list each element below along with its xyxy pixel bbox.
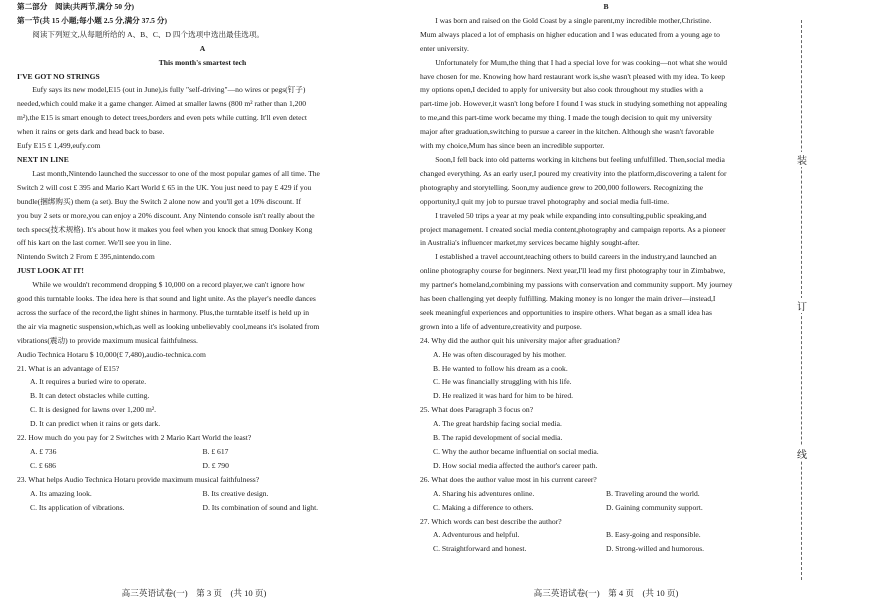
question-25: 25. What does Paragraph 3 focus on?	[420, 405, 534, 415]
text-line: Unfortunately for Mum,the thing that I had a special love for was cooking—not what she would	[435, 57, 728, 67]
subsection-header: 第一节(共 15 小题;每小题 2.5 分,满分 37.5 分)	[17, 15, 167, 25]
text-line: major after graduation,switching to pursue a career in the kitchen. Although she wasn't favorable	[420, 127, 714, 137]
text-line: across the surface of the record,the light shines in harmony. Plus,the turntable itself is held up in	[17, 307, 310, 317]
option-24b[interactable]: B. He wanted to follow his dream as a cook.	[433, 363, 568, 373]
option-26d[interactable]: D. Gaining community support.	[606, 502, 703, 512]
question-26: 26. What does the author value most in his current career?	[420, 474, 597, 484]
option-21a[interactable]: A. It requires a buried wire to operate.	[30, 377, 147, 387]
text-line: Mum always placed a lot of emphasis on higher education and I was educated from a young age to	[420, 29, 720, 39]
passage-letter: A	[199, 43, 206, 53]
text-line: Eufy says its new model,E15 (out in June),is fully "self-driving"—no wires or pegs(钉子)	[32, 85, 306, 95]
option-25a[interactable]: A. The great hardship facing social media.	[433, 419, 562, 429]
option-23b[interactable]: B. Its creative design.	[202, 488, 269, 498]
text-line: photography and storytelling. Soon,my audience grew to 200,000 followers. Recognizing the	[420, 182, 704, 192]
footer-left: 高三英语试卷(一) 第 3 页 (共 10 页)	[121, 588, 267, 598]
text-line: vibrations(震动) to provide maximum musical faithfulness.	[17, 335, 198, 345]
text-line: project management. I created social media content,photography and campaign reports. As a pioneer	[420, 224, 726, 234]
option-22b[interactable]: B. £ 617	[202, 447, 229, 456]
text-line: to me,and this part-time work became my thing. I made the tough decision to quit my university	[420, 113, 712, 123]
passage-title: This month's smartest tech	[158, 57, 247, 67]
instructions: 阅读下列短文,从每题所给的 A、B、C、D 四个选项中选出最佳选项。	[32, 29, 265, 39]
option-25d[interactable]: D. How social media affected the author's career path.	[433, 460, 598, 470]
item-heading: I'VE GOT NO STRINGS	[17, 71, 100, 81]
binding-margin	[796, 0, 808, 603]
question-27: 27. Which words can best describe the author?	[420, 516, 562, 526]
option-27b[interactable]: B. Easy-going and responsible.	[606, 530, 701, 540]
text-line: online photography course for beginners. Next year,I'll lead my first photography tour in Zimbabwe,	[420, 266, 726, 276]
text-line: opportunity,I quit my job to pursue travel photography and social media full-time.	[420, 196, 669, 206]
right-page	[420, 0, 792, 603]
option-24c[interactable]: C. He was financially struggling with his life.	[433, 377, 572, 387]
binding-char: 订	[795, 298, 809, 313]
text-line: needed,which could make it a game changer. Aimed at smaller lawns (800 m² rather than 1,200	[17, 99, 307, 109]
option-25c[interactable]: C. Why the author became influential on social media.	[433, 447, 599, 456]
text-line: have chosen for me. Knowing how hard restaurant work is,she wasn't pleased with my idea. To keep	[420, 71, 725, 81]
text-line: has been challenging yet deeply fulfilling. Making money is no longer the main driver—instead,I	[420, 294, 716, 304]
binding-char: 线	[795, 446, 809, 461]
option-22a[interactable]: A. £ 736	[30, 447, 57, 456]
footer-right: 高三英语试卷(一) 第 4 页 (共 10 页)	[533, 588, 679, 598]
option-21d[interactable]: D. It can predict when it rains or gets dark.	[30, 419, 161, 429]
question-22: 22. How much do you pay for 2 Switches with 2 Mario Kart World the least?	[17, 433, 252, 443]
item-heading: JUST LOOK AT IT!	[17, 266, 84, 276]
option-27d[interactable]: D. Strong-willed and humorous.	[606, 544, 705, 554]
question-23: 23. What helps Audio Technica Hotaru provide maximum musical faithfulness?	[17, 474, 260, 484]
text-line: Switch 2 will cost £ 395 and Mario Kart World £ 65 in the UK. You just need to pay £ 429 if you	[17, 182, 312, 192]
text-line: when it rains or gets dark and head back to base.	[17, 127, 165, 137]
text-line: with my choice,Mum has since been an incredible supporter.	[420, 141, 605, 151]
text-line: tech specs(技术规格). It's about how it makes you feel when you knock that smug Donkey Kong	[17, 224, 313, 234]
option-23d[interactable]: D. Its combination of sound and light.	[202, 502, 319, 512]
text-line: While we wouldn't recommend dropping $ 10,000 on a record player,we can't ignore how	[32, 280, 305, 290]
item-source: Nintendo Switch 2 From £ 395,nintendo.com	[17, 252, 155, 262]
item-heading: NEXT IN LINE	[17, 154, 69, 164]
option-26a[interactable]: A. Sharing his adventures online.	[433, 488, 535, 498]
text-line: changed everything. As an early user,I poured my creativity into the platform,discovering a talent for	[420, 168, 727, 178]
text-line: good this turntable looks. The idea here is that sound and light unite. As the player's needle dances	[17, 294, 316, 304]
option-26c[interactable]: C. Making a difference to others.	[433, 502, 534, 512]
text-line: my options open,I decided to apply for university but also cook throughout my studies with a	[420, 85, 704, 95]
text-line: I traveled 50 trips a year at my peak while expanding into consulting,public speaking,and	[435, 210, 707, 220]
text-line: Soon,I fell back into old patterns working in kitchens but feeling unfulfilled. Then,social media	[435, 154, 725, 164]
text-line: m²),the E15 is smart enough to detect trees,borders and even pets while cutting. It'll even detect	[17, 113, 308, 123]
text-line: enter university.	[420, 43, 469, 53]
text-line: grown into a life of adventure,creativity and purpose.	[420, 321, 582, 331]
option-22d[interactable]: D. £ 790	[202, 460, 229, 470]
text-line: I was born and raised on the Gold Coast by a single parent,my incredible mother,Christine.	[435, 15, 712, 25]
option-24d[interactable]: D. He realized it was hard for him to be hired.	[433, 391, 574, 401]
text-line: you buy 2 sets or more,you can enjoy a 20% discount. Any Nintendo console isn't really about the	[17, 210, 315, 220]
question-24: 24. Why did the author quit his university major after graduation?	[420, 335, 620, 345]
passage-letter: B	[603, 2, 609, 11]
option-21b[interactable]: B. It can detect obstacles while cutting.	[30, 391, 150, 401]
binding-char: 装	[795, 152, 809, 167]
text-line: my partner's homeland,combining my passions with conservation and community support. My journey	[420, 280, 733, 290]
text-line: bundle(捆绑购买) them (a set). Buy the Switch 2 alone now and you'll get a 10% discount. If	[17, 196, 301, 206]
question-21: 21. What is an advantage of E15?	[17, 363, 120, 373]
option-21c[interactable]: C. It is designed for lawns over 1,200 m².	[30, 405, 157, 415]
left-page	[17, 0, 388, 603]
text-line: the air via magnetic suspension,which,as well as looking unbelievably cool,means it's isolated from	[17, 321, 320, 331]
option-27c[interactable]: C. Straightforward and honest.	[433, 544, 527, 554]
text-line: Last month,Nintendo launched the successor to one of the most popular games of all time. The	[32, 168, 320, 178]
item-source: Audio Technica Hotaru $ 10,000(£ 7,480),audio-technica.com	[17, 349, 206, 359]
option-26b[interactable]: B. Traveling around the world.	[606, 488, 700, 498]
option-23a[interactable]: A. Its amazing look.	[30, 488, 92, 498]
section-header: 第二部分 阅读(共两节,满分 50 分)	[17, 2, 135, 11]
option-23c[interactable]: C. Its application of vibrations.	[30, 502, 125, 512]
text-line: I established a travel account,teaching others to build careers in the industry,and launched an	[435, 252, 717, 262]
option-22c[interactable]: C. £ 686	[30, 460, 56, 470]
text-line: part-time job. However,it wasn't long before I found I was stuck in studying something not appealing	[420, 99, 728, 109]
item-source: Eufy E15 £ 1,499,eufy.com	[17, 141, 101, 151]
text-line: in Australia's influencer market,my services became highly sought-after.	[420, 238, 640, 248]
option-27a[interactable]: A. Adventurous and helpful.	[433, 530, 520, 540]
option-25b[interactable]: B. The rapid development of social media.	[433, 433, 563, 443]
option-24a[interactable]: A. He was often discouraged by his mother.	[433, 349, 567, 359]
text-line: off his kart on the last corner. We'll see you in line.	[17, 238, 172, 248]
text-line: seek meaningful experiences and opportunities to inspire others. What began as a small idea has	[420, 307, 712, 317]
